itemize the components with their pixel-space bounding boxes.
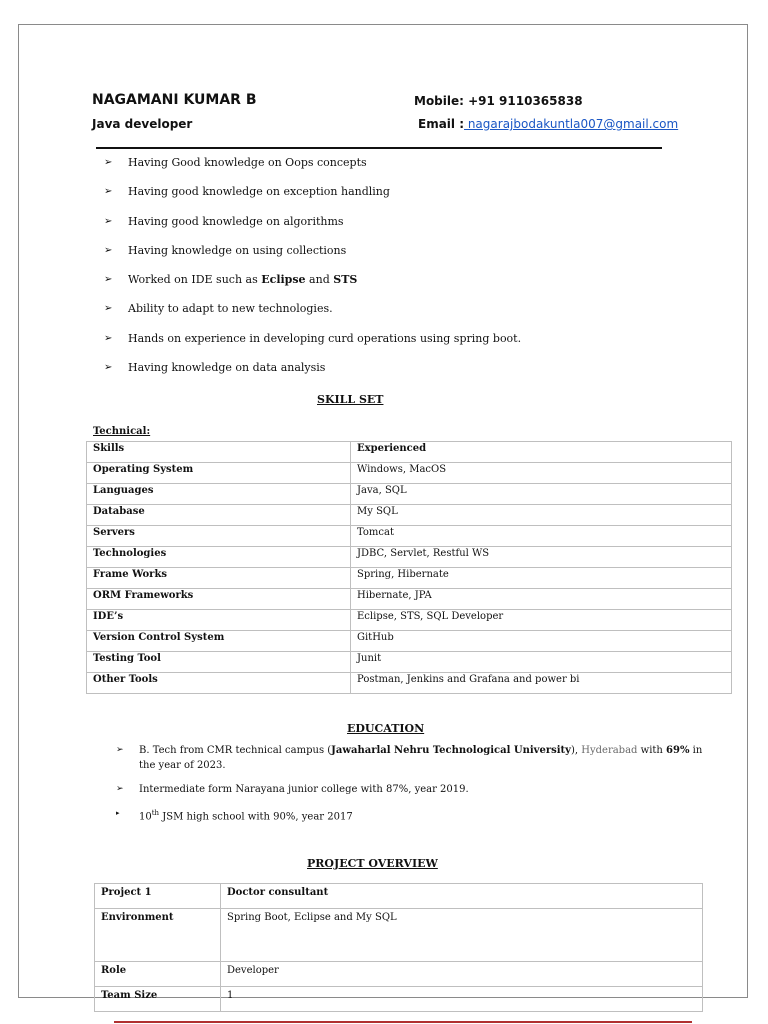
skills-row bbox=[87, 589, 732, 610]
skill-name: Frame Works bbox=[87, 568, 351, 589]
skill-value: Spring, Hibernate bbox=[351, 568, 732, 589]
project-field: Role bbox=[95, 962, 221, 987]
footer-divider bbox=[114, 1021, 692, 1023]
skills-table bbox=[86, 441, 732, 694]
skills-header-row bbox=[87, 442, 732, 463]
summary-item: ➢ Having Good knowledge on Oops concepts bbox=[104, 154, 521, 183]
summary-item: ➢ Having knowledge on using collections bbox=[104, 242, 521, 271]
skill-value: Java, SQL bbox=[351, 484, 732, 505]
skill-value: Postman, Jenkins and Grafana and power bi bbox=[351, 673, 732, 694]
skill-value: Eclipse, STS, SQL Developer bbox=[351, 610, 732, 631]
technical-subheading: Technical: bbox=[93, 426, 151, 437]
skills-row bbox=[87, 547, 732, 568]
skill-value: JDBC, Servlet, Restful WS bbox=[351, 547, 732, 568]
summary-item: ➢ Having good knowledge on exception handling bbox=[104, 183, 521, 212]
skill-name: Skills bbox=[87, 442, 351, 463]
project-row bbox=[95, 987, 703, 1012]
summary-item: ➢ Hands on experience in developing curd operations using spring boot. bbox=[104, 330, 521, 359]
skills-row bbox=[87, 673, 732, 694]
education-item-intermediate: ➢ Intermediate form Narayana junior college with 87%, year 2019. bbox=[116, 782, 706, 797]
skill-value: Tomcat bbox=[351, 526, 732, 547]
education-item-btech: ➢ B. Tech from CMR technical campus (Jawaharlal Nehru Technological University), Hyderabad with 69% in the year of 2023. bbox=[116, 743, 706, 773]
email-link[interactable]: nagarajbodakuntla007@gmail.com bbox=[464, 117, 679, 131]
skill-value: Junit bbox=[351, 652, 732, 673]
candidate-name: NAGAMANI KUMAR B bbox=[92, 92, 257, 108]
project-value: Doctor consultant bbox=[221, 884, 703, 909]
skill-name: Version Control System bbox=[87, 631, 351, 652]
skill-set-heading: SKILL SET bbox=[317, 393, 384, 406]
project-row bbox=[95, 962, 703, 987]
project-field: Project 1 bbox=[95, 884, 221, 909]
project-value: 1 bbox=[221, 987, 703, 1012]
skill-name: Testing Tool bbox=[87, 652, 351, 673]
skills-row bbox=[87, 505, 732, 526]
project-value: Developer bbox=[221, 962, 703, 987]
candidate-role: Java developer bbox=[92, 117, 193, 131]
email-line bbox=[418, 117, 678, 131]
summary-item: ➢ Worked on IDE such as Eclipse and STS bbox=[104, 271, 521, 300]
skill-name: Operating System bbox=[87, 463, 351, 484]
education-list bbox=[116, 743, 706, 833]
education-heading: EDUCATION bbox=[347, 722, 425, 735]
summary-list bbox=[104, 154, 521, 388]
email-label: Email : bbox=[418, 117, 465, 131]
summary-item: ➢ Having knowledge on data analysis bbox=[104, 359, 521, 388]
skill-value: Windows, MacOS bbox=[351, 463, 732, 484]
project-row bbox=[95, 884, 703, 909]
skill-value: GitHub bbox=[351, 631, 732, 652]
skill-name: Database bbox=[87, 505, 351, 526]
education-item-tenth: ▸ 10th JSM high school with 90%, year 2017 bbox=[116, 806, 706, 824]
project-field: Team Size bbox=[95, 987, 221, 1012]
skill-value: My SQL bbox=[351, 505, 732, 526]
skill-name: Servers bbox=[87, 526, 351, 547]
summary-item: ➢ Having good knowledge on algorithms bbox=[104, 213, 521, 242]
project-field: Environment bbox=[95, 909, 221, 962]
summary-item: ➢ Ability to adapt to new technologies. bbox=[104, 300, 521, 329]
skill-value: Experienced bbox=[351, 442, 732, 463]
skill-name: IDE’s bbox=[87, 610, 351, 631]
skills-row bbox=[87, 652, 732, 673]
skills-row bbox=[87, 610, 732, 631]
skill-value: Hibernate, JPA bbox=[351, 589, 732, 610]
skill-name: Technologies bbox=[87, 547, 351, 568]
skill-name: Languages bbox=[87, 484, 351, 505]
header-divider bbox=[96, 147, 662, 149]
project-value: Spring Boot, Eclipse and My SQL bbox=[221, 909, 703, 962]
project-overview-heading: PROJECT OVERVIEW bbox=[307, 857, 438, 870]
skills-row bbox=[87, 463, 732, 484]
skills-row bbox=[87, 631, 732, 652]
skills-row bbox=[87, 526, 732, 547]
skill-name: ORM Frameworks bbox=[87, 589, 351, 610]
skills-row bbox=[87, 568, 732, 589]
skill-name: Other Tools bbox=[87, 673, 351, 694]
project-row bbox=[95, 909, 703, 962]
mobile-number: Mobile: +91 9110365838 bbox=[414, 94, 583, 108]
project-table bbox=[94, 883, 703, 1012]
skills-row bbox=[87, 484, 732, 505]
